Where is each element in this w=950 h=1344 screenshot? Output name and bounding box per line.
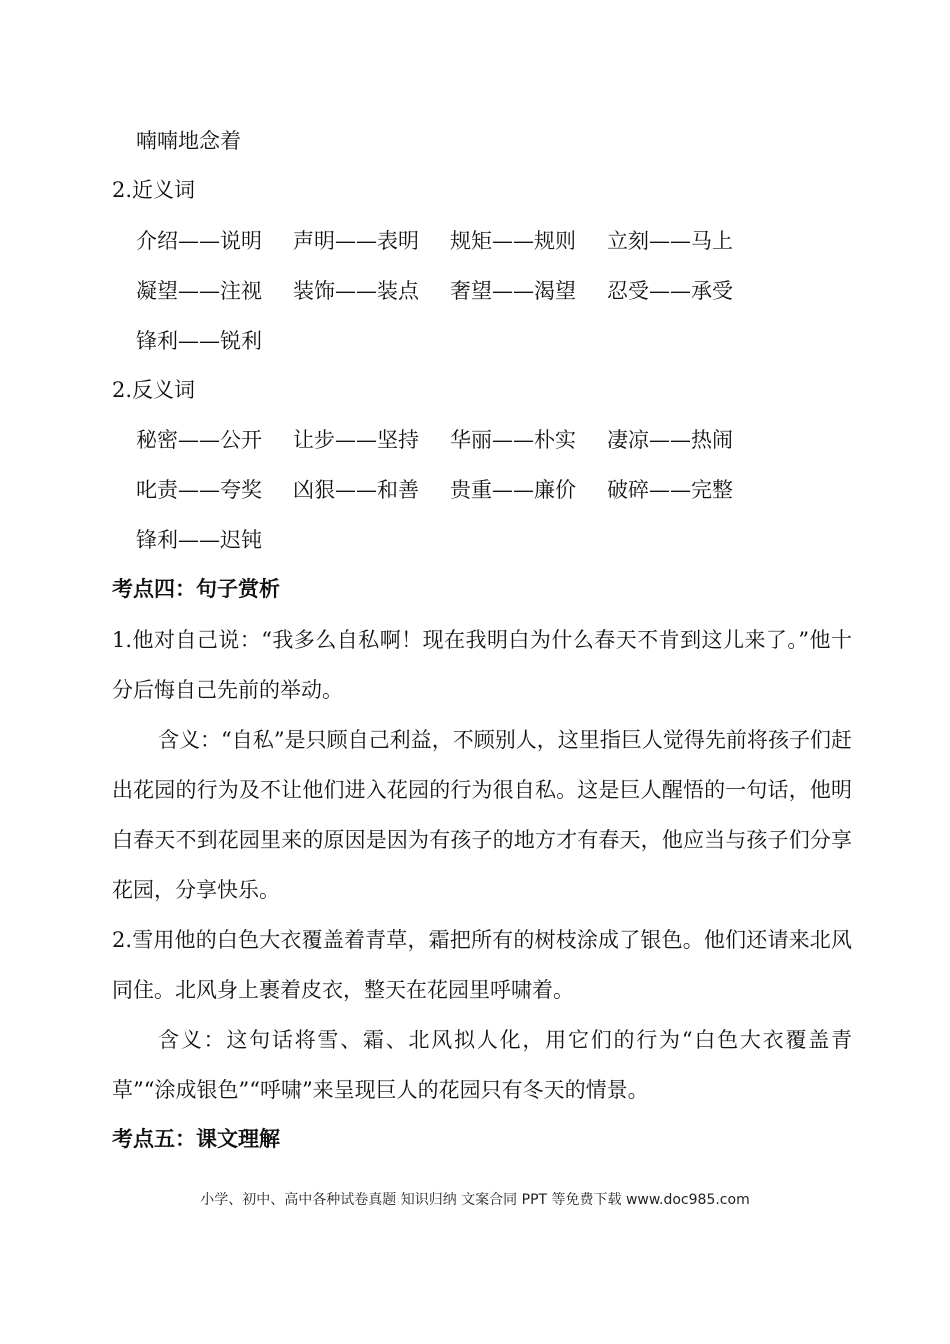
word-pair: 凶狠——和善 [293,478,419,502]
synonym-row [136,326,293,356]
sentence-2: 2.雪用他的白色大衣覆盖着青草，霜把所有的树枝涂成了银色。他们还请来北风同住。北风身上裹着皮衣，整天在花园里呼啸着。 [112,928,852,1002]
word-pair: 让步——坚持 [293,428,419,452]
synonym-row [136,226,764,256]
sentence-1: 1.他对自己说：“我多么自私啊！现在我明白为什么春天不肯到这儿来了。”他十分后悔自己先前的举动。 [112,628,852,702]
intro-line: 喃喃地念着 [136,129,241,153]
section5-title: 考点五：课文理解 [112,1127,280,1151]
word-pair: 奢望——渴望 [450,279,576,303]
word-pair: 凄凉——热闹 [607,428,733,452]
word-pair: 装饰——装点 [293,279,419,303]
antonyms-heading: 2.反义词 [112,378,196,402]
word-pair: 秘密——公开 [136,428,262,452]
antonym-row [136,475,764,505]
antonym-row [136,425,764,455]
word-pair: 凝望——注视 [136,279,262,303]
word-pair: 华丽——朴实 [450,428,576,452]
word-pair: 介绍——说明 [136,229,262,253]
word-pair: 贵重——廉价 [450,478,576,502]
word-pair: 立刻——马上 [607,229,733,253]
word-pair: 忍受——承受 [607,279,733,303]
word-pair: 锋利——迟钝 [136,528,262,552]
synonym-row [136,276,764,306]
section4-title: 考点四：句子赏析 [112,577,280,601]
word-pair: 破碎——完整 [607,478,733,502]
synonyms-heading: 2.近义词 [112,178,196,202]
word-pair: 叱责——夸奖 [136,478,262,502]
antonym-row [136,525,293,555]
word-pair: 声明——表明 [293,229,419,253]
meaning-2: 含义：这句话将雪、霜、北风拟人化，用它们的行为“白色大衣覆盖青草”“涂成银色”“呼啸”来呈现巨人的花园只有冬天的情景。 [112,1028,852,1102]
word-pair: 锋利——锐利 [136,329,262,353]
word-pair: 规矩——规则 [450,229,576,253]
page-footer: 小学、初中、高中各种试卷真题 知识归纳 文案合同 PPT 等免费下载 www.doc985.com [200,1192,750,1208]
meaning-1: 含义：“自私”是只顾自己利益，不顾别人，这里指巨人觉得先前将孩子们赶出花园的行为及不让他们进入花园的行为很自私。这是巨人醒悟的一句话，他明白春天不到花园里来的原因是因为有孩子的地方才有春天，他应当与孩子们分享花园，分享快乐。 [112,728,852,902]
